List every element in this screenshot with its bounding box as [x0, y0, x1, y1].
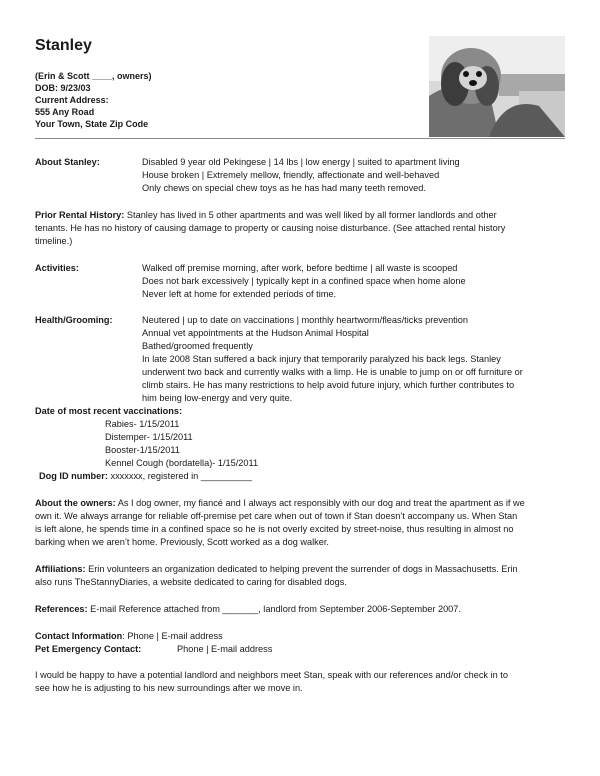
contact-text: : Phone | E-mail address	[122, 631, 223, 641]
about-owners-line: is left alone, he spends time in a confined space so he is not overly excited by street-noise, thus resulting in almost no	[35, 524, 514, 534]
dog-id-line	[39, 470, 252, 483]
rental-history-first-line	[35, 209, 497, 222]
owners-line: (Erin & Scott ____, owners)	[35, 71, 152, 81]
dog-id-label: Dog ID number:	[39, 471, 108, 481]
emergency-text: Phone | E-mail address	[177, 644, 273, 654]
vaccination-item: Rabies- 1/15/2011	[105, 419, 180, 429]
vaccination-item: Distemper- 1/15/2011	[105, 432, 193, 442]
pet-name-title: Stanley	[35, 37, 92, 54]
about-stanley-line: Only chews on special chew toys as he has had many teeth removed.	[142, 183, 426, 193]
references-label: References:	[35, 604, 88, 614]
rental-history-line: timeline.)	[35, 236, 73, 246]
health-line: Bathed/groomed frequently	[142, 341, 253, 351]
health-line: Annual vet appointments at the Hudson Animal Hospital	[142, 328, 369, 338]
health-line: him being low-energy and very quite.	[142, 393, 293, 403]
health-line: Neutered | up to date on vaccinations | monthly heartworm/fleas/ticks prevention	[142, 315, 468, 325]
dob-line: DOB: 9/23/03	[35, 83, 91, 93]
about-owners-label: About the owners:	[35, 498, 116, 508]
vaccinations-label: Date of most recent vaccinations:	[35, 406, 183, 416]
affiliations-text: Erin volunteers an organization dedicated to helping prevent the surrender of dogs in Massachusetts. Erin	[88, 564, 518, 574]
activities-line: Never left at home for extended periods of time.	[142, 289, 337, 299]
activities-line: Walked off premise morning, after work, before bedtime | all waste is scooped	[142, 263, 458, 273]
rental-history-line: tenants. He has no history of causing damage to property or causing noise disturbance. (See attached rental history	[35, 223, 506, 233]
vaccination-item: Booster-1/15/2011	[105, 445, 180, 455]
activities-label: Activities:	[35, 263, 79, 273]
closing-line: see how he is adjusting to his new surroundings after we move in.	[35, 683, 303, 693]
health-label: Health/Grooming:	[35, 315, 113, 325]
about-owners-line: own it. We always arrange for reliable off-premise pet care when out of town if Stan doesn’t accompany us. When Stan	[35, 511, 518, 521]
rental-history-text: Stanley has lived in 5 other apartments and was well liked by all former landlords and other	[126, 210, 497, 220]
closing-line: I would be happy to have a potential landlord and neighbors meet Stan, speak with our references and/or check in to	[35, 670, 508, 680]
activities-line: Does not bark excessively | typically kept in a confined space when home alone	[142, 276, 466, 286]
address-label: Current Address:	[35, 95, 109, 105]
header-divider	[35, 138, 565, 139]
rental-history-label: Prior Rental History:	[35, 210, 125, 220]
address-line-1: 555 Any Road	[35, 107, 95, 117]
vaccination-item: Kennel Cough (bordatella)- 1/15/2011	[105, 458, 259, 468]
about-stanley-label: About Stanley:	[35, 157, 100, 167]
address-line-2: Your Town, State Zip Code	[35, 119, 149, 129]
affiliations-line: also runs TheStannyDiaries, a website dedicated to caring for disabled dogs.	[35, 577, 347, 587]
about-owners-line: barking when we aren’t home. Previously, Scott worked as a dog walker.	[35, 537, 329, 547]
dog-photo-image	[429, 36, 565, 137]
dog-photo	[429, 36, 565, 137]
about-stanley-line: House broken | Extremely mellow, friendly, affectionate and well-behaved	[142, 170, 440, 180]
health-line: climb stairs. He has many restrictions to help avoid future injury, which further contributes to	[142, 380, 515, 390]
dog-id-value: xxxxxxx, registered in __________	[110, 471, 252, 481]
health-line: In late 2008 Stan suffered a back injury that temporarily paralyzed his back legs. Stanley	[142, 354, 501, 364]
about-owners-first-line	[35, 497, 525, 510]
contact-label: Contact Information	[35, 631, 123, 641]
references-line	[35, 603, 461, 616]
affiliations-first-line	[35, 563, 518, 576]
contact-line	[35, 630, 223, 643]
affiliations-label: Affiliations:	[35, 564, 86, 574]
emergency-label: Pet Emergency Contact:	[35, 644, 142, 654]
about-stanley-line: Disabled 9 year old Pekingese | 14 lbs | low energy | suited to apartment living	[142, 157, 460, 167]
about-owners-text: As I dog owner, my fiancé and I always act responsibly with our dog and treat the apartment as if we	[117, 498, 525, 508]
references-text: E-mail Reference attached from _______, landlord from September 2006-September 2007.	[90, 604, 461, 614]
health-line: underwent two back and currently walks with a limp. He is unable to jump on or off furniture or	[142, 367, 523, 377]
